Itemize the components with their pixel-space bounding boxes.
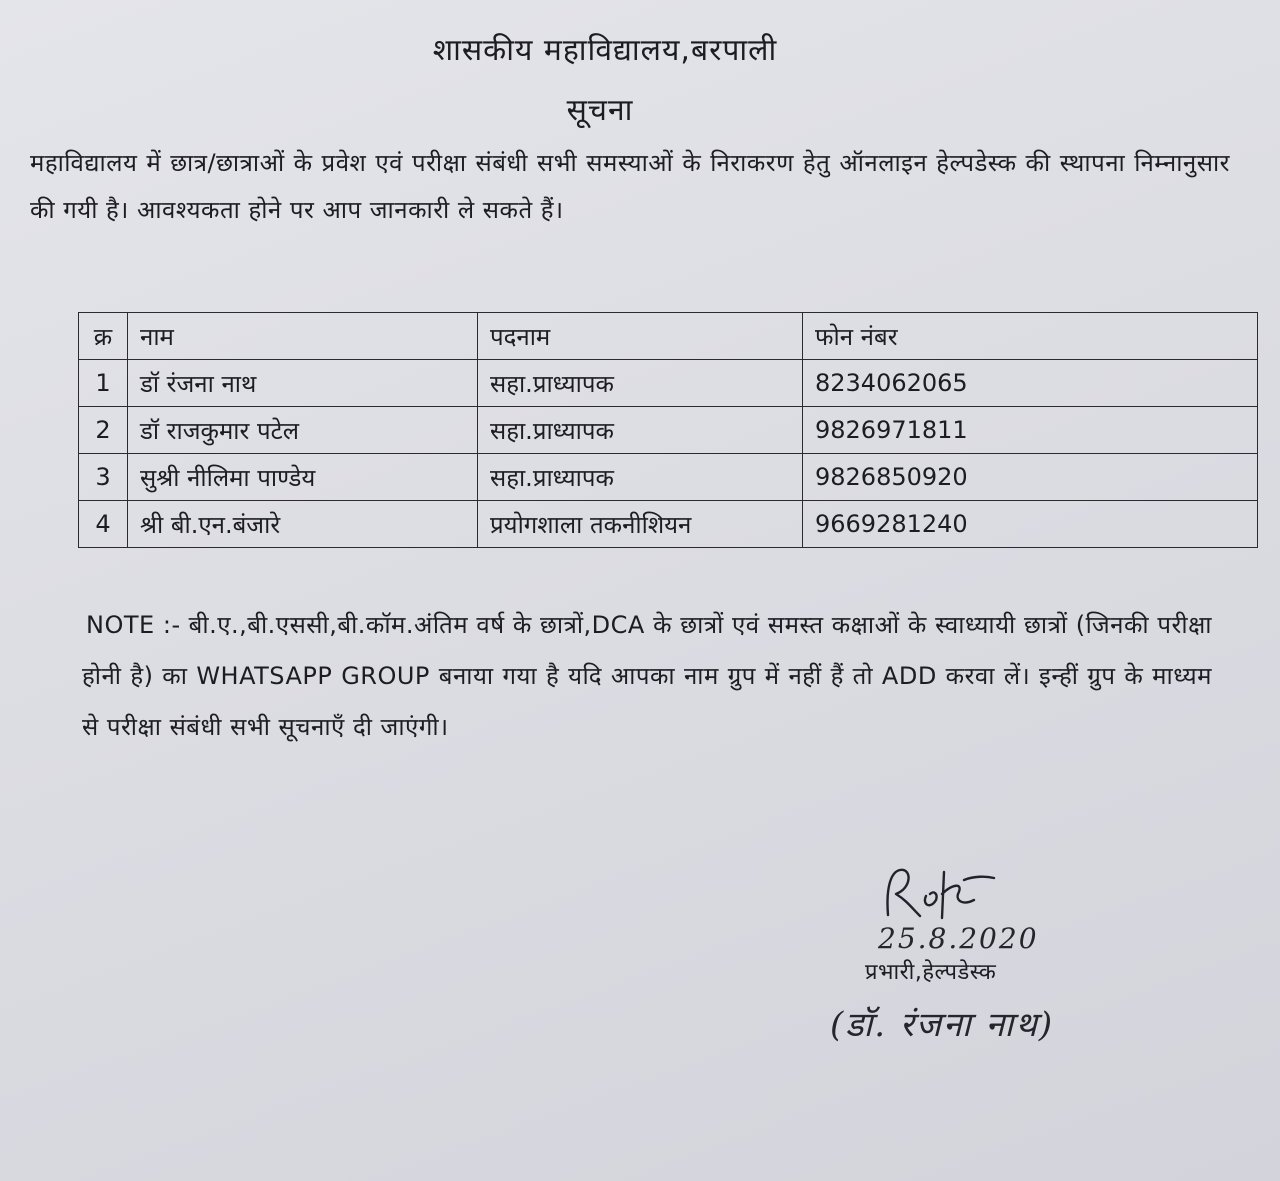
header-serial: क्र [79,313,128,360]
header-name: नाम [128,313,478,360]
cell-designation: सहा.प्राध्यापक [478,360,803,407]
helpdesk-table [78,312,1258,548]
note-label: NOTE :- [86,611,181,639]
table-row [79,501,1258,548]
cell-phone: 9826971811 [803,407,1258,454]
header-designation: पदनाम [478,313,803,360]
cell-serial: 2 [79,407,128,454]
cell-name: श्री बी.एन.बंजारे [128,501,478,548]
signatory-role: प्रभारी,हेल्पडेस्क [865,960,997,985]
cell-name: सुश्री नीलिमा पाण्डेय [128,454,478,501]
note-text: बी.ए.,बी.एससी,बी.कॉम.अंतिम वर्ष के छात्रों,DCA के छात्रों एवं समस्त कक्षाओं के स्वाध्यायी छात्रों (जिनकी परीक्षा होनी है) का WHATSAPP GROUP बनाया गया है यदि आपका नाम ग्रुप में नहीं हैं तो ADD करवा लें। इन्हीं ग्रुप के माध्यम से परीक्षा संबंधी सभी सूचनाएँ दी जाएंगी। [82,611,1212,741]
cell-name: डॉ रंजना नाथ [128,360,478,407]
handwritten-signature [878,860,1008,930]
cell-serial: 3 [79,454,128,501]
cell-phone: 9669281240 [803,501,1258,548]
intro-paragraph: महाविद्यालय में छात्र/छात्राओं के प्रवेश एवं परीक्षा संबंधी सभी समस्याओं के निराकरण हेतु ऑनलाइन हेल्पडेस्क की स्थापना निम्नानुसार की गयी है। आवश्यकता होने पर आप जानकारी ले सकते हैं। [30,149,1230,224]
cell-phone: 8234062065 [803,360,1258,407]
cell-serial: 4 [79,501,128,548]
signatory-name: (डॉ. रंजना नाथ) [830,1005,1055,1045]
institution-title: शासकीय महाविद्यालय,बरपाली [432,33,778,68]
table-row [79,360,1258,407]
table-row [79,407,1258,454]
header-phone: फोन नंबर [803,313,1258,360]
cell-designation: प्रयोगशाला तकनीशियन [478,501,803,548]
cell-designation: सहा.प्राध्यापक [478,407,803,454]
signature-block [830,860,1250,1080]
signature-date: 25.8.2020 [878,922,1039,955]
cell-name: डॉ राजकुमार पटेल [128,407,478,454]
cell-serial: 1 [79,360,128,407]
notice-heading: सूचना [566,93,634,128]
cell-designation: सहा.प्राध्यापक [478,454,803,501]
note-paragraph [82,600,1212,753]
table-header-row [79,313,1258,360]
cell-phone: 9826850920 [803,454,1258,501]
table-row [79,454,1258,501]
